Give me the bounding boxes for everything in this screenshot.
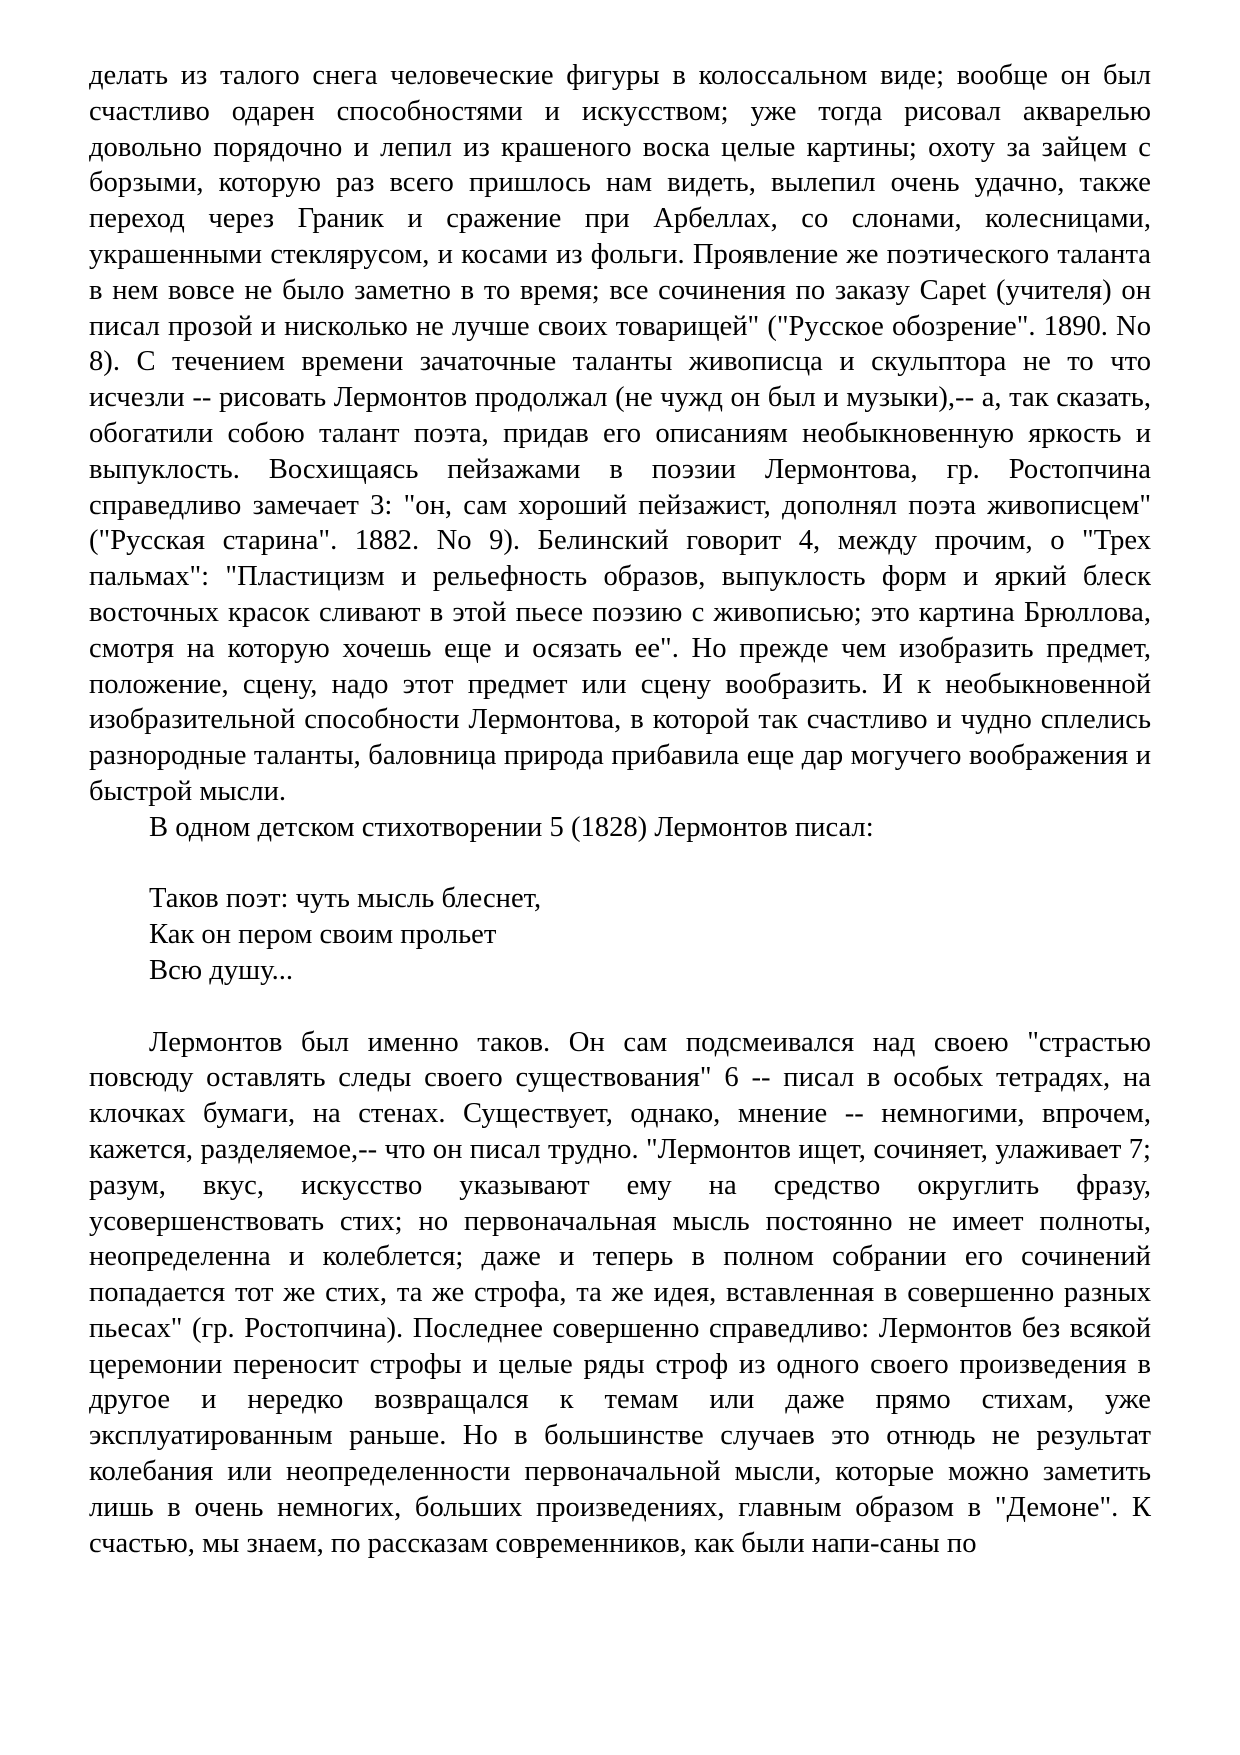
verse-line: Таков поэт: чуть мысль блеснет, [149,883,542,915]
paragraph-intro-verse: В одном детском стихотворении 5 (1828) Лермонтов писал: [149,811,874,843]
verse-quote [149,881,1151,988]
paragraph-main: Лермонтов был именно таков. Он сам подсмеивался над своею "страстью повсюду оставлять следы своего существования" 6 -- писал в особых тетрадях, на клочках бумаги, на стенах. Существует, однако, мнение -- немногими, впрочем, кажется, разделяемое,-- что он писал трудно. "Лермонтов ищет, сочиняет, улаживает 7; разум, вкус, искусство указывают ему на средство округлить фразу, усовершенствовать стих; но первоначальная мысль постоянно не имеет полноты, неопределенна и колеблется; даже и теперь в полном собрании его сочинений попадается тот же стих, та же строфа, та же идея, вставленная в совершенно разных пьесах" (гр. Ростопчина). Последнее совершенно справедливо: Лермонтов без всякой церемонии переносит строфы и целые ряды строф из одного своего произведения в другое и нередко возвращался к темам или даже прямо стихам, уже эксплуатированным раньше. Но в большинстве случаев это отнюдь не результат колебания или неопределенности первоначальной мысли, которые можно заметить лишь в очень немногих, больших произведениях, главным образом в "Демоне". К счастью, мы знаем, по рассказам современников, как были напи-саны по [89,1026,1151,1559]
document-page [89,58,1151,1561]
verse-line: Как он пером своим прольет [149,919,497,951]
paragraph-continuation: делать из талого снега человеческие фигуры в колоссальном виде; вообще он был счастливо одарен способностями и искусством; уже тогда рисовал акварелью довольно порядочно и лепил из крашеного воска целые картины; охоту за зайцем с борзыми, которую раз всего пришлось нам видеть, вылепил очень удачно, также переход через Граник и сражение при Арбеллах, со слонами, колесницами, украшенными стеклярусом, и косами из фольги. Проявление же поэтического таланта в нем вовсе не было заметно в то время; все сочинения по заказу Capet (учителя) он писал прозой и нисколько не лучше своих товарищей" ("Русское обозрение". 1890. No 8). С течением времени зачаточные таланты живописца и скульптора не то что исчезли -- рисовать Лермонтов продолжал (не чужд он был и музыки),-- а, так сказать, обогатили собою талант поэта, придав его описаниям необыкновенную яркость и выпуклость. Восхищаясь пейзажами в поэзии Лермонтова, гр. Ростопчина справедливо замечает 3: "он, сам хороший пейзажист, дополнял поэта живописцем" ("Русская старина". 1882. No 9). Белинский говорит 4, между прочим, о "Трех пальмах": "Пластицизм и рельефность образов, выпуклость форм и яркий блеск восточных красок сливают в этой пьесе поэзию с живописью; это картина Брюллова, смотря на которую хочешь еще и осязать ее". Но прежде чем изобразить предмет, положение, сцену, надо этот предмет или сцену вообразить. И к необыкновенной изобразительной способности Лермонтова, в которой так счастливо и чудно сплелись разнородные таланты, баловница природа прибавила еще дар могучего воображения и быстрой мысли. [89,60,1151,807]
verse-line: Всю душу... [149,954,294,986]
